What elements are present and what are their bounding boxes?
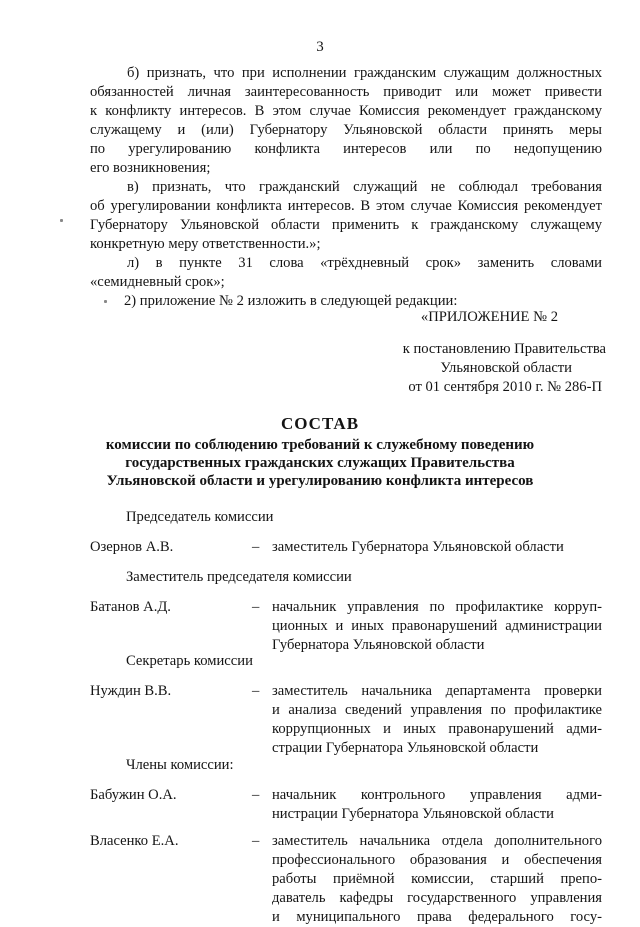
dash: – (252, 683, 260, 699)
position-line: профессионального образования и обеспечения (272, 852, 602, 868)
composition-title: СОСТАВ (280, 414, 360, 433)
paragraph-2: 2) приложение № 2 изложить в следующей редакции: (124, 293, 458, 309)
paragraph-b-line: служащему и (или) Губернатору Ульяновской области принять меры (90, 122, 602, 138)
paragraph-b-line: б) признать, что при исполнении гражданским служащим должностных (127, 65, 602, 81)
position-line: и анализа сведений управления по профилактике (272, 702, 602, 718)
paragraph-b-line: к конфликту интересов. В этом случае Комиссия рекомендует гражданскому (90, 103, 602, 119)
position-line: заместитель начальника отдела дополнительного (272, 833, 602, 849)
member-position (272, 786, 602, 824)
dash: – (252, 787, 260, 803)
position-line: заместитель начальника департамента проверки (272, 683, 602, 699)
position-line: и муниципального права федерального госу- (272, 909, 602, 925)
member-name: Батанов А.Д. (90, 599, 171, 615)
group-deputy-label: Заместитель председателя комиссии (126, 569, 352, 585)
scan-speck (104, 300, 107, 303)
paragraph-b-line: его возникновения; (90, 160, 211, 176)
scan-speck (60, 219, 63, 222)
position-line: начальник управления по профилактике корруп- (272, 599, 602, 615)
paragraph-b-line: обязанностей личная заинтересованность приводит или может привести (90, 84, 602, 100)
position-line: ционных и иных правонарушений администрации (272, 618, 602, 634)
member-position (272, 538, 602, 557)
position-line: нистрации Губернатора Ульяновской области (272, 806, 554, 822)
member-name: Озернов А.В. (90, 539, 174, 555)
appendix-line: от 01 сентября 2010 г. № 286-П (408, 379, 602, 395)
position-line: страции Губернатора Ульяновской области (272, 740, 539, 756)
appendix-line: к постановлению Правительства (402, 341, 606, 357)
position-line: Губернатора Ульяновской области (272, 637, 485, 653)
appendix-title: «ПРИЛОЖЕНИЕ № 2 (420, 309, 558, 325)
position-line: даватель кафедры государственного управления (272, 890, 602, 906)
paragraph-b-line: по урегулированию конфликта интересов или по недопущению (90, 141, 602, 157)
composition-subtitle-line: государственных гражданских служащих Правительства (125, 455, 515, 471)
paragraph-v-line: в) признать, что гражданский служащий не соблюдал требования (127, 179, 602, 195)
paragraph-l-line: «семидневный срок»; (90, 274, 225, 290)
appendix-line: Ульяновской области (440, 360, 572, 376)
group-members-label: Члены комиссии: (126, 757, 234, 773)
member-position (272, 682, 602, 758)
group-chair-label: Председатель комиссии (126, 509, 274, 525)
position-line: заместитель Губернатора Ульяновской области (272, 539, 564, 555)
member-position (272, 832, 602, 927)
member-name: Власенко Е.А. (90, 833, 179, 849)
paragraph-v-line: конкретную меру ответственности.»; (90, 236, 321, 252)
member-name: Бабужин О.А. (90, 787, 177, 803)
composition-subtitle-line: Ульяновской области и урегулированию конфликта интересов (106, 473, 534, 489)
dash: – (252, 599, 260, 615)
composition-subtitle-line: комиссии по соблюдению требований к служебному поведению (105, 437, 535, 453)
paragraph-v-line: Губернатору Ульяновской области применить к гражданскому служащему (90, 217, 602, 233)
position-line: работы приёмной комиссии, старший препо- (272, 871, 602, 887)
position-line: начальник контрольного управления адми- (272, 787, 602, 803)
paragraph-v-line: об урегулировании конфликта интересов. В этом случае Комиссия рекомендует (90, 198, 602, 214)
group-secretary-label: Секретарь комиссии (126, 653, 253, 669)
member-name: Нуждин В.В. (90, 683, 172, 699)
page-number: 3 (316, 39, 324, 55)
dash: – (252, 833, 260, 849)
member-position (272, 598, 602, 655)
dash: – (252, 539, 260, 555)
paragraph-l-line: л) в пункте 31 слова «трёхдневный срок» заменить словами (127, 255, 602, 271)
position-line: коррупционных и иных правонарушений адми- (272, 721, 602, 737)
